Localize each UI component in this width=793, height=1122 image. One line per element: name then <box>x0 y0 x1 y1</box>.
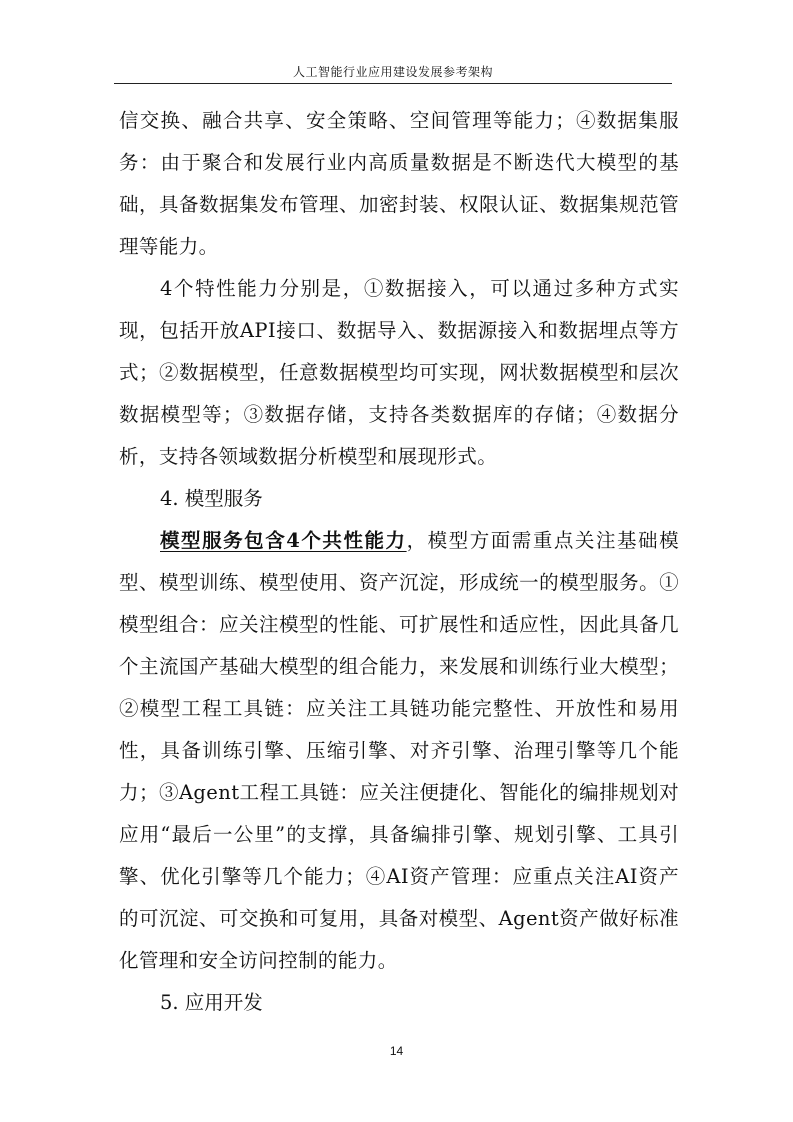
paragraph-data-characteristics: 4个特性能力分别是，①数据接入，可以通过多种方式实现，包括开放API接口、数据导入、数据源接入和数据埋点等方式；②数据模型，任意数据模型均可实现，网状数据模型和层次数据模型等；③数据存储，支持各类数据库的存储；④数据分析，支持各领域数据分析模型和展现形式。 <box>119 277 679 468</box>
paragraph-model-service <box>119 520 679 982</box>
emphasis-text: 模型服务包含4个共性能力 <box>160 529 407 552</box>
paragraph-text: ，模型方面需重点关注基础模型、模型训练、模型使用、资产沉淀，形成统一的模型服务。①模型组合：应关注模型的性能、可扩展性和适应性，因此具备几个主流国产基础大模型的组合能力，来发展和训练行业大模型；②模型工程工具链：应关注工具链功能完整性、开放性和易用性，具备训练引擎、压缩引擎、对齐引擎、治理引擎等几个能力；③Agent工程工具链：应关注便捷化、智能化的编排规划对应用“最后一公里”的支撑，具备编排引擎、规划引擎、工具引擎、优化引擎等几个能力；④AI资产管理：应重点关注AI资产的可沉淀、可交换和可复用，具备对模型、Agent资产做好标准化管理和安全访问控制的能力。 <box>119 529 680 972</box>
header-rule <box>114 83 672 84</box>
paragraph-data-services-continued: 信交换、融合共享、安全策略、空间管理等能力；④数据集服务：由于聚合和发展行业内高质量数据是不断迭代大模型的基础，具备数据集发布管理、加密封装、权限认证、数据集规范管理等能力。 <box>119 109 679 258</box>
running-header: 人工智能行业应用建设发展参考架构 <box>292 65 493 79</box>
page-number: 14 <box>389 1044 404 1058</box>
section-heading-model-service: 4. 模型服务 <box>160 487 263 510</box>
section-heading-app-development: 5. 应用开发 <box>160 991 263 1014</box>
page-body <box>119 100 679 1024</box>
